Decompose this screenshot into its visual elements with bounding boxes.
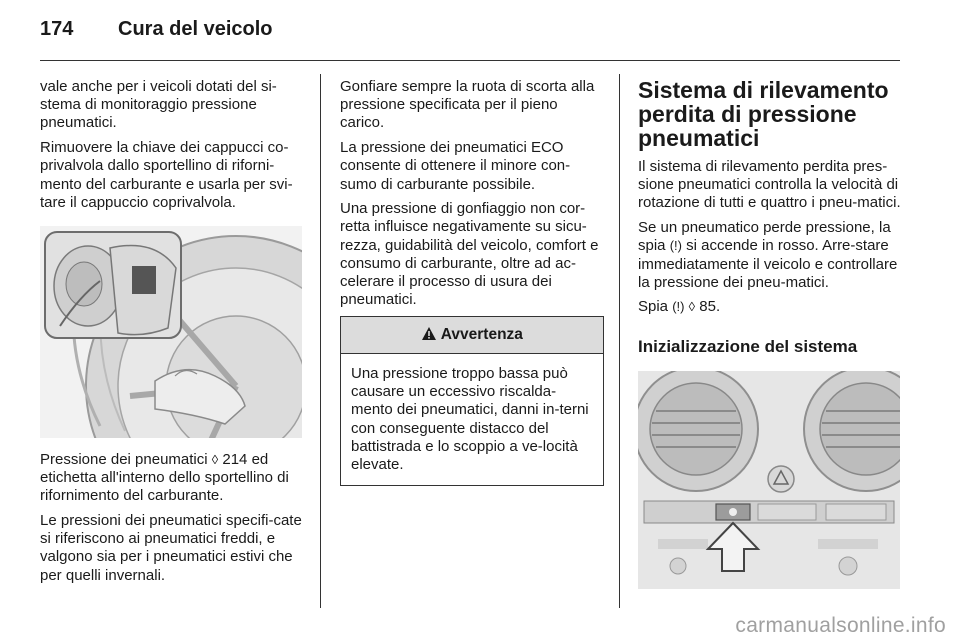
- subsection-heading: Inizializzazione del sistema: [638, 336, 858, 356]
- page-title: Cura del veicolo: [118, 18, 273, 40]
- paragraph: Le pressioni dei pneumatici specifi-cate si riferiscono ai pneumatici freddi, e valgono sia per i pneumatici estivi che per quelli invernali.: [40, 512, 302, 584]
- paragraph: [40, 451, 308, 506]
- page-reference-icon: ◊: [688, 299, 696, 315]
- warning-header: [341, 317, 603, 354]
- tyre-pressure-warning-icon: (!): [669, 238, 682, 254]
- watermark: carmanualsonline.info: [735, 614, 946, 637]
- dashboard-button-illustration: [638, 371, 900, 589]
- text: si accende in rosso. Arre-stare immediatamente il veicolo e controllare la pressione dei pneu-matici.: [638, 237, 898, 291]
- paragraph: Gonfiare sempre la ruota di scorta alla pressione specificata per il pieno carico.: [340, 78, 595, 132]
- column-right: [638, 78, 904, 589]
- column-divider-2: [619, 74, 620, 608]
- paragraph: vale anche per i veicoli dotati del si-stema di monitoraggio pressione pneumatici.: [40, 78, 277, 132]
- section-heading: Sistema di rilevamento perdita di pressione pneumatici: [638, 77, 889, 151]
- page-number: 174: [40, 18, 74, 40]
- paragraph: [638, 219, 904, 292]
- column-middle: [340, 78, 604, 486]
- column-divider-1: [320, 74, 321, 608]
- text: Se un pneumatico perde pressione, la spia: [638, 219, 891, 255]
- warning-text: Una pressione troppo bassa può causare un eccessivo riscalda-mento dei pneumatici, danni in-terni con conseguente distacco del battistrada e lo scoppio a ve-locità elevate.: [351, 364, 589, 473]
- text: Pressione dei pneumatici: [40, 450, 208, 468]
- warning-title: Avvertenza: [440, 325, 523, 343]
- column-left: [40, 78, 308, 591]
- warning-box: [340, 316, 604, 486]
- warning-icon: [421, 326, 441, 343]
- page-reference[interactable]: 214: [222, 450, 248, 468]
- paragraph: [638, 298, 904, 316]
- paragraph: La pressione dei pneumatici ECO consente di ottenere il minore con-sumo di carburante possibile.: [340, 139, 571, 193]
- text: ed etichetta all'interno dello sportellino di rifornimento del carburante.: [40, 450, 289, 505]
- valve-cap-key-image: [40, 226, 302, 438]
- page-reference[interactable]: 85.: [699, 298, 721, 316]
- tyre-pressure-warning-icon: (!): [672, 299, 685, 315]
- dashboard-image: [638, 371, 900, 589]
- header-rule: [40, 60, 900, 61]
- paragraph: Rimuovere la chiave dei cappucci co-privalvola dallo sportellino di riforni-mento del carburante e usarla per svi-tare il cappuccio coprivalvola.: [40, 139, 293, 211]
- text: Spia: [638, 298, 669, 316]
- page-reference-icon: ◊: [211, 451, 219, 467]
- paragraph: Una pressione di gonfiaggio non cor-retta influisce negativamente su sicu-rezza, guidabilità del veicolo, comfort e consumo di carburante, oltre ad ac-celerare il processo di usura dei pneumatici.: [340, 200, 599, 309]
- valve-cap-key-illustration: [40, 226, 302, 438]
- paragraph: Il sistema di rilevamento perdita pres-sione pneumatici controlla la velocità di rotazione di tutti e quattro i pneu-matici.: [638, 158, 901, 212]
